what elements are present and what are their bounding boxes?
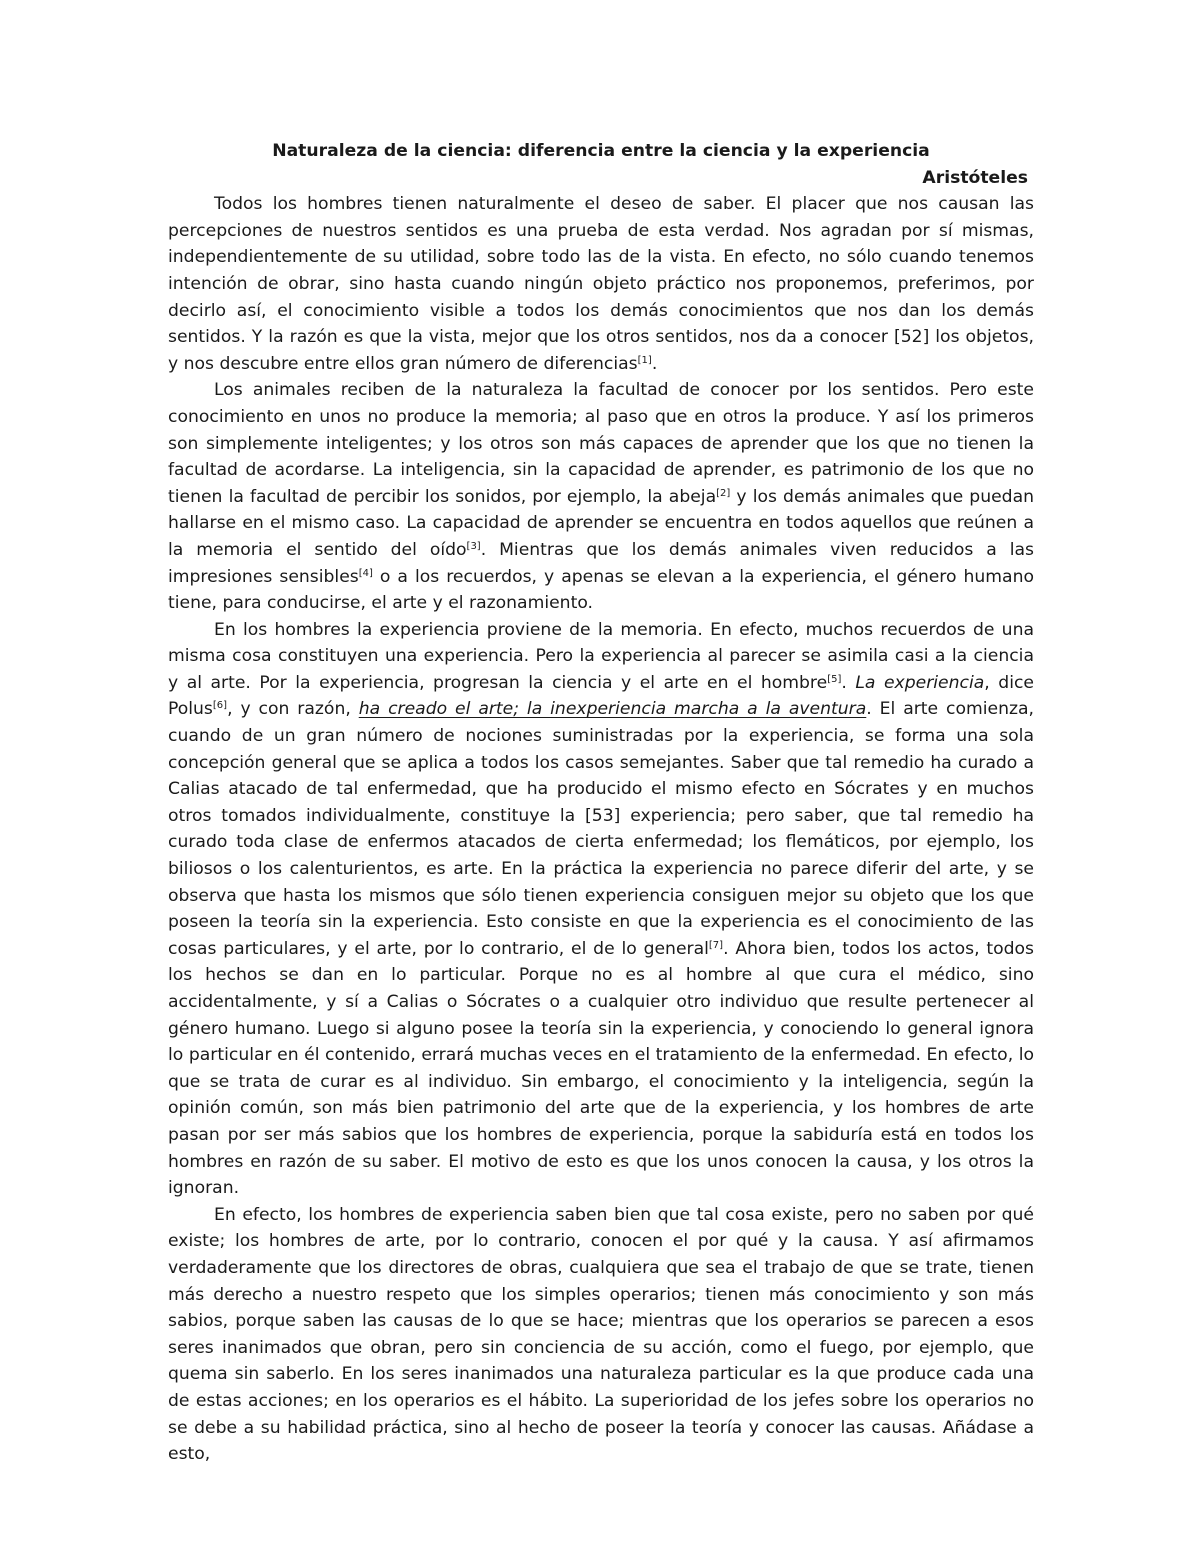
paragraph-2-text-b: y los demás animales que puedan hallarse en el mismo caso. La capacidad de aprender se encuentra en todos aquellos que reúnen a la memoria el sentido del oído — [168, 486, 1034, 560]
document-page — [168, 138, 1034, 1468]
footnote-ref-6[interactable]: [6] — [212, 700, 228, 712]
paragraph-4: En efecto, los hombres de experiencia saben bien que tal cosa existe, pero no saben por qué existe; los hombres de arte, por lo contrario, conocen el por qué y la causa. Y así afirmamos verdaderamente que los directores de obras, cualquiera que sea el trabajo de que se trate, tienen más derecho a nuestro respeto que los simples operarios; tienen más conocimiento y son más sabios, porque saben las causas de lo que se hace; mientras que los operarios se parecen a esos seres inanimados que obran, pero sin conciencia de su acción, como el fuego, por ejemplo, que quema sin saberlo. En los seres inanimados una naturaleza particular es la que produce cada una de estas acciones; en los operarios es el hábito. La superioridad de los jefes sobre los operarios no se debe a su habilidad práctica, sino al hecho de poseer la teoría y conocer las causas. Añádase a esto, — [168, 1204, 1034, 1465]
document-title: Naturaleza de la ciencia: diferencia entre la ciencia y la experiencia — [272, 141, 930, 161]
document-author: Aristóteles — [922, 167, 1028, 188]
paragraph-3-italic-quote: ha creado el arte; la inexperiencia marcha a la aventura — [358, 699, 867, 720]
paragraph-2-text-a: Los animales reciben de la naturaleza la facultad de conocer por los sentidos. Pero este conocimiento en unos no produce la memoria; al paso que en otros la produce. Y así los primeros son simplemente inteligentes; y los otros son más capaces de aprender que los que no tienen la facultad de acordarse. La inteligencia, sin la capacidad de aprender, es patrimonio de los que no tienen la facultad de percibir los sonidos, por ejemplo, la abeja — [168, 380, 1034, 507]
footnote-ref-2[interactable]: [2] — [716, 487, 731, 499]
footnote-ref-5[interactable]: [5] — [827, 673, 842, 685]
footnote-ref-7[interactable]: [7] — [708, 939, 724, 951]
paragraph-3-text-d: , y con razón, — [227, 699, 359, 720]
paragraph-2-text-d: o a los recuerdos, y apenas se elevan a la experiencia, el género humano tiene, para conducirse, el arte y el razonamiento. — [168, 566, 1034, 614]
paragraph-3-text-a: En los hombres la experiencia proviene de la memoria. En efecto, muchos recuerdos de una misma cosa constituyen una experiencia. Pero la experiencia al parecer se asimila casi a la ciencia y al arte. Por la experiencia, progresan la ciencia y el arte en el hombre — [168, 619, 1034, 693]
paragraph-1-text-a: Todos los hombres tienen naturalmente el deseo de saber. El placer que nos causan las percepciones de nuestros sentidos es una prueba de esta verdad. Nos agradan por sí mismas, independientemente de su utilidad, sobre todo las de la vista. En efecto, no sólo cuando tenemos intención de obrar, sino hasta cuando ningún objeto práctico nos proponemos, preferimos, por decirlo así, el conocimiento visible a todos los demás conocimientos que nos dan los demás sentidos. Y la razón es que la vista, mejor que los otros sentidos, nos da a conocer [52] los objetos, y nos descubre entre ellos gran número de diferencias — [168, 194, 1034, 374]
footnote-ref-3[interactable]: [3] — [466, 540, 481, 552]
paragraph-2-text-c: . Mientras que los demás animales viven reducidos a las impresiones sensibles — [168, 539, 1034, 587]
paragraph-3-text-c: , dice Polus — [168, 672, 1034, 720]
paragraph-1-text-b: . — [651, 353, 658, 374]
paragraph-3 — [168, 617, 1034, 1202]
paragraph-3-italic-1: La experiencia — [855, 672, 985, 693]
paragraph-3-text-e: . El arte comienza, cuando de un gran número de nociones suministradas por la experiencia, se forma una sola concepción general que se aplica a todos los casos semejantes. Saber que tal remedio ha curado a Calias atacado de tal enfermedad, que ha producido el mismo efecto en Sócrates y en muchos otros tomados individualmente, constituye la [53] experiencia; pero saber, que tal remedio ha curado toda clase de enfermos atacados de cierta enfermedad; los flemáticos, por ejemplo, los biliosos o los calenturientos, es arte. En la práctica la experiencia no parece diferir del arte, y se observa que hasta los mismos que sólo tienen experiencia consiguen mejor su objeto que los que poseen la teoría sin la experiencia. Esto consiste en que la experiencia es el conocimiento de las cosas particulares, y el arte, por lo contrario, el de lo general — [168, 699, 1034, 959]
paragraph-3-text-b: . — [841, 672, 856, 693]
footnote-ref-1[interactable]: [1] — [637, 354, 652, 366]
paragraph-1 — [168, 191, 1034, 377]
paragraph-2 — [168, 377, 1034, 616]
paragraph-3-text-f: . Ahora bien, todos los actos, todos los hechos se dan en lo particular. Porque no es al hombre al que cura el médico, sino accidentalmente, y sí a Calias o Sócrates o a cualquier otro individuo que resulte pertenecer al género humano. Luego si alguno posee la teoría sin la experiencia, y conociendo lo general ignora lo particular en él contenido, errará muchas veces en el tratamiento de la enfermedad. En efecto, lo que se trata de curar es al individuo. Sin embargo, el conocimiento y la inteligencia, según la opinión común, son más bien patrimonio del arte que de la experiencia, y los hombres de arte pasan por ser más sabios que los hombres de experiencia, porque la sabiduría está en todos los hombres en razón de su saber. El motivo de esto es que los unos conocen la causa, y los otros la ignoran. — [168, 938, 1034, 1199]
footnote-ref-4[interactable]: [4] — [358, 567, 373, 579]
